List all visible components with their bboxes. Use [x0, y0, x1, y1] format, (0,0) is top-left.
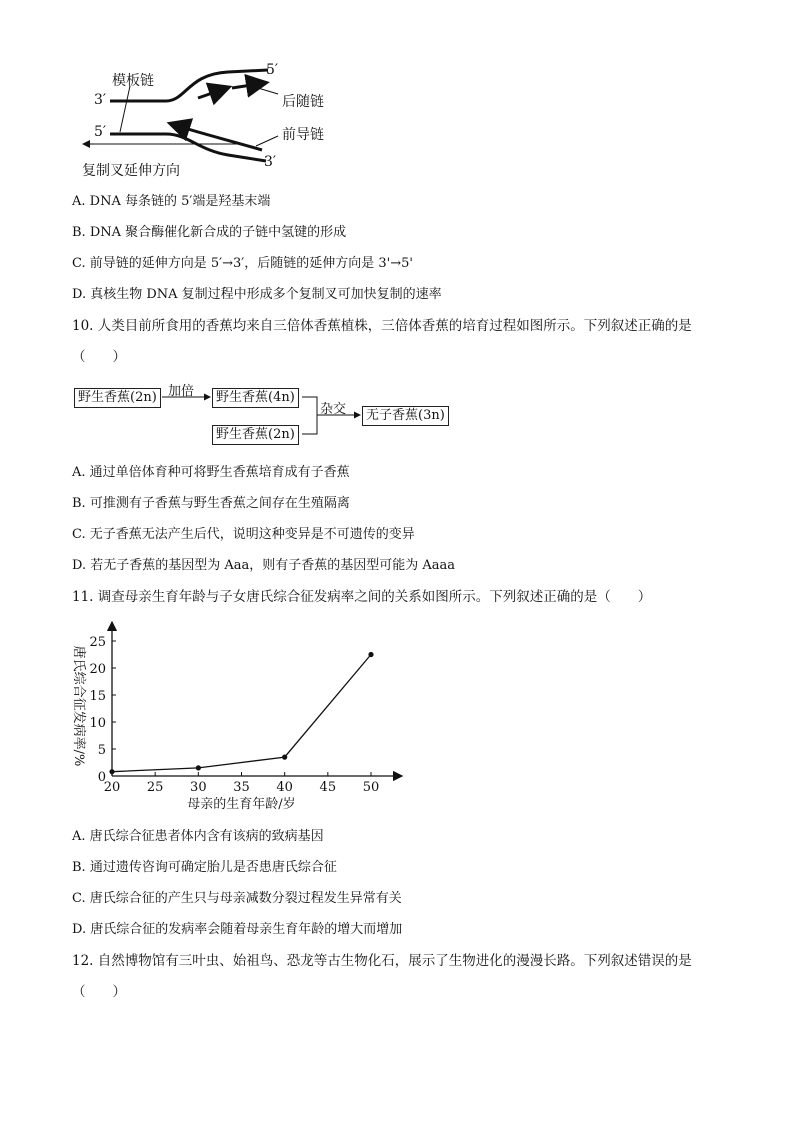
- lagging-pointer: [258, 88, 278, 94]
- template-strand-bottom: [110, 134, 266, 161]
- q9-option-b: B. DNA 聚合酶催化新合成的子链中氢键的形成: [72, 225, 347, 240]
- series-line: [112, 655, 371, 772]
- data-point: [196, 765, 201, 770]
- y-tick-label: 15: [89, 689, 106, 704]
- seedless-banana-3n-box: 无子香蕉(3n): [362, 406, 449, 426]
- y-tick-label: 20: [89, 662, 106, 677]
- leading-strand-label: 前导链: [282, 127, 324, 143]
- q11-option-d: D. 唐氏综合征的发病率会随着母亲生育年龄的增大而增加: [72, 922, 403, 937]
- data-point: [109, 769, 114, 774]
- lagging-fragment-1: [198, 90, 221, 98]
- chart-svg: [60, 616, 410, 816]
- end-5-left-label: 5′: [94, 124, 107, 140]
- x-axis-label: 母亲的生育年龄/岁: [187, 797, 296, 812]
- leading-pointer: [256, 136, 278, 146]
- x-tick-label: 30: [190, 780, 207, 795]
- wild-banana-2n-box: 野生香蕉(2n): [74, 388, 161, 408]
- x-tick-label: 25: [146, 780, 164, 795]
- q10-stem-line2: （ ）: [72, 349, 126, 365]
- cross-label: 杂交: [320, 402, 347, 417]
- down-syndrome-chart: [60, 616, 410, 816]
- banana-breeding-flowchart: [74, 382, 454, 448]
- y-tick-label: 5: [97, 743, 106, 758]
- lagging-fragment-2: [232, 84, 258, 88]
- q11-stem: 11. 调查母亲生育年龄与子女唐氏综合征发病率之间的关系如图所示。下列叙述正确的是（ ）: [72, 589, 652, 605]
- wild-banana-4n-box: 野生香蕉(4n): [212, 388, 299, 408]
- x-tick-label: 40: [276, 780, 293, 795]
- x-tick-label: 50: [362, 780, 380, 795]
- x-tick-label: 20: [103, 780, 121, 795]
- y-tick-label: 10: [89, 716, 106, 731]
- fork-direction-label: 复制叉延伸方向: [82, 163, 180, 179]
- q10-option-b: B. 可推测有子香蕉与野生香蕉之间存在生殖隔离: [72, 496, 350, 511]
- q11-option-a: A. 唐氏综合征患者体内含有该病的致病基因: [72, 829, 324, 844]
- data-point: [368, 652, 373, 657]
- q9-option-c: C. 前导链的延伸方向是 5′→3′，后随链的延伸方向是 3'→5': [72, 256, 413, 271]
- q12-stem-line2: （ ）: [72, 984, 126, 1000]
- y-tick-label: 25: [89, 635, 106, 650]
- q10-stem-line1: 10. 人类目前所食用的香蕉均来自三倍体香蕉植株，三倍体香蕉的培育过程如图所示。下列叙述正确的是: [72, 318, 692, 334]
- q9-option-a: A. DNA 每条链的 5′端是羟基末端: [72, 194, 271, 209]
- leading-strand: [178, 126, 262, 150]
- y-tick-label: 0: [97, 770, 106, 785]
- q10-option-a: A. 通过单倍体育种可将野生香蕉培育成有子香蕉: [72, 465, 350, 480]
- x-tick-label: 35: [233, 780, 250, 795]
- end-3-left-label: 3′: [94, 92, 107, 108]
- template-strand-label: 模板链: [112, 73, 154, 89]
- end-5-top-label: 5′: [266, 62, 279, 78]
- dna-replication-diagram: [78, 58, 348, 183]
- data-point: [282, 755, 287, 760]
- doubling-label: 加倍: [168, 384, 195, 399]
- template-pointer: [120, 86, 130, 132]
- q11-option-b: B. 通过遗传咨询可确定胎儿是否患唐氏综合征: [72, 860, 337, 875]
- q9-option-d: D. 真核生物 DNA 复制过程中形成多个复制叉可加快复制的速率: [72, 287, 442, 302]
- q11-option-c: C. 唐氏综合征的产生只与母亲减数分裂过程发生异常有关: [72, 891, 402, 906]
- lagging-strand-label: 后随链: [282, 94, 324, 110]
- q10-option-d: D. 若无子香蕉的基因型为 Aaa，则有子香蕉的基因型可能为 Aaaa: [72, 558, 456, 573]
- x-tick-label: 45: [319, 780, 337, 795]
- wild-banana-2n-b-box: 野生香蕉(2n): [212, 425, 299, 445]
- q12-stem-line1: 12. 自然博物馆有三叶虫、始祖鸟、恐龙等古生物化石，展示了生物进化的漫漫长路。下列叙述错误的是: [72, 953, 692, 969]
- q10-option-c: C. 无子香蕉无法产生后代，说明这种变异是不可遗传的变异: [72, 527, 415, 542]
- y-axis-label: 唐氏综合征发病率/%: [71, 645, 86, 767]
- end-3-bottom-label: 3′: [264, 154, 277, 170]
